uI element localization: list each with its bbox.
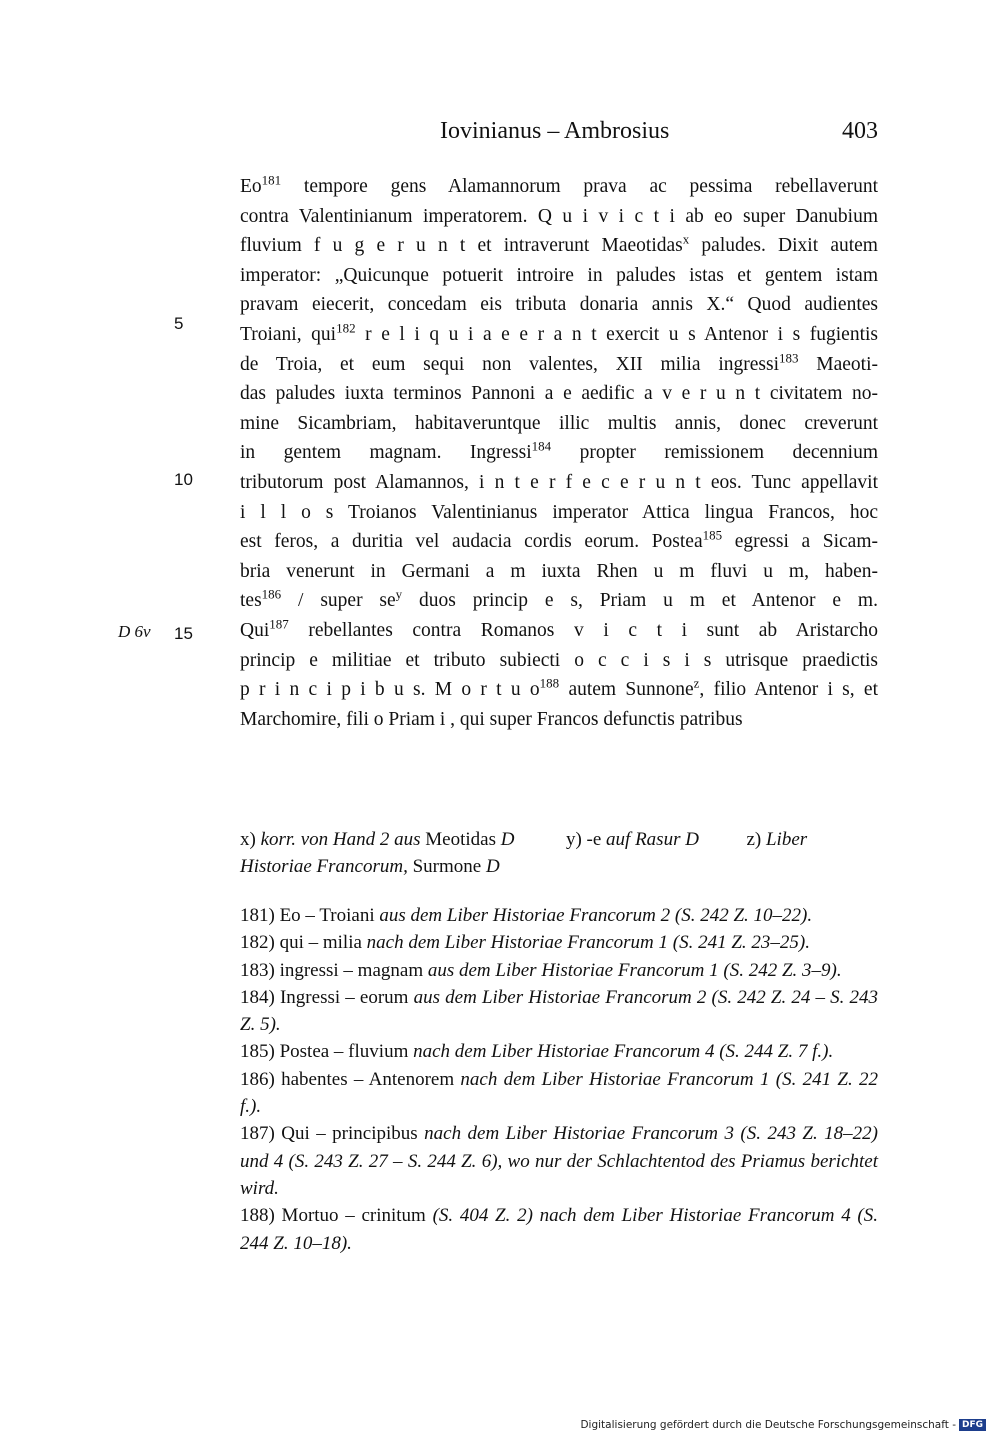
text-line: pravam eiecerit, concedam eis tributa donaria annis X.“ Quod audientes xyxy=(240,294,878,316)
apparatus-label-z: z) xyxy=(746,829,762,850)
text-line: tes$^{186}$ / super $se^y$ duos princip e s, Priam u m et Antenor e m. xyxy=(240,586,878,612)
text-line: imperator: „Quicunque potuerit introire in paludes istas et gentem istam xyxy=(240,264,878,286)
text-line: est feros, a duritia vel audacia cordis eorum. Postea$^{185}$ egressi a Sicam- xyxy=(240,527,878,553)
apparatus-label-x: x) xyxy=(240,829,256,850)
apparatus-line: Historiae Francorum, Surmone D xyxy=(240,856,500,877)
text-line: Eo$^{181}$ tempore gens Alamannorum prava ac pessima rebellaverunt xyxy=(240,172,878,197)
line-number-15: 15 xyxy=(174,624,193,643)
text-line: Marchomire, fili o Priam i , qui super Francos defunctis patribus xyxy=(240,708,743,730)
text-line: de Troia, et eum sequi non valentes, XII milia ingressi$^{183}$ Maeoti- xyxy=(240,350,878,375)
text-line: das paludes iuxta terminos Pannoni a e aedific a v e r u n t civitatem no- xyxy=(240,383,878,405)
manuscript-folio-note: D 6v xyxy=(118,622,151,641)
page-number: 403 xyxy=(842,118,878,144)
running-header-title: Iovinianus – Ambrosius xyxy=(440,118,670,144)
apparatus-label-y: y) xyxy=(565,829,582,850)
text-line: i l l o s Troianos Valentinianus imperator Attica lingua Francos, hoc xyxy=(240,501,878,523)
note-item: 184) Ingressi – eorum aus dem Liber Historiae Francorum 2 (S. 242 Z. 24 – S. 243 Z. 5). xyxy=(240,986,879,1036)
text-line: in gentem magnam. Ingressi$^{184}$ propter remissionem decennium xyxy=(240,438,878,464)
note-item: 186) habentes – Antenorem nach dem Liber Historiae Francorum 1 (S. 241 Z. 22 f.). xyxy=(240,1068,879,1118)
text-line: mine Sicambriam, habitaveruntque illic multis annis, donec creverunt xyxy=(240,412,878,434)
critical-apparatus xyxy=(240,826,878,880)
text-line: Qui$^{187}$ rebellantes contra Romanos v i c t i sunt ab Aristarcho xyxy=(240,616,878,641)
main-text xyxy=(240,172,878,734)
note-item: 187) Qui – principibus nach dem Liber Historiae Francorum 3 (S. 243 Z. 18–22) und 4 (S. 243 Z. 27 – S. 244 Z. 6), wo nur der Schlachtentod des Priamus berichtet wird. xyxy=(240,1123,879,1199)
source-notes xyxy=(240,902,878,1257)
note-item: 188) Mortuo – crinitum (S. 404 Z. 2) nach dem Liber Historiae Francorum 4 (S. 244 Z. 10–18). xyxy=(240,1205,879,1254)
apparatus-line: x) korr. von Hand 2 aus Meotidas D y) -e auf Rasur D z) Liber xyxy=(240,829,808,850)
line-number-10: 10 xyxy=(174,470,193,489)
note-item: 183) ingressi – magnam aus dem Liber Historiae Francorum 1 (S. 242 Z. 3–9). xyxy=(240,959,842,981)
note-item: 182) qui – milia nach dem Liber Historiae Francorum 1 (S. 241 Z. 23–25). xyxy=(240,932,810,954)
digitization-credit: Digitalisierung gefördert durch die Deutsche Forschungsgemeinschaft - DFG xyxy=(580,1419,986,1431)
text-line: Troiani, qui$^{182}$ r e l i q u i a e e r a n t exercit u s Antenor i s fugientis xyxy=(240,320,878,345)
note-item: 185) Postea – fluvium nach dem Liber Historiae Francorum 4 (S. 244 Z. 7 f.). xyxy=(240,1041,834,1063)
text-line: princip e militiae et tributo subiecti o c c i s i s utrisque praedictis xyxy=(240,649,878,671)
dfg-logo: DFG xyxy=(959,1419,986,1431)
text-line: tributorum post Alamannos, i n t e r f e c e r u n t eos. Tunc appellavit xyxy=(240,471,878,493)
text-line: bria venerunt in Germani a m iuxta Rhen u m fluvi u m, haben- xyxy=(240,560,878,582)
apparatus-z-continued: Historiae Francorum, xyxy=(240,856,408,877)
text-line: contra Valentinianum imperatorem. Q u i v i c t i ab eo super Danubium xyxy=(240,205,878,227)
note-item: 181) Eo – Troiani aus dem Liber Historiae Francorum 2 (S. 242 Z. 10–22). xyxy=(240,905,813,926)
apparatus-z-first-word: Liber xyxy=(765,829,808,850)
text-line: p r i n c i p i b u s. M o r t u $o^{188}$ autem Sunnone$^z$, filio Antenor i s, et xyxy=(240,675,878,701)
line-number-5: 5 xyxy=(174,314,184,333)
text-line: fluvium f u g e r u n t et intraverunt Maeotidas$^x$ paludes. Dixit autem xyxy=(240,231,878,257)
